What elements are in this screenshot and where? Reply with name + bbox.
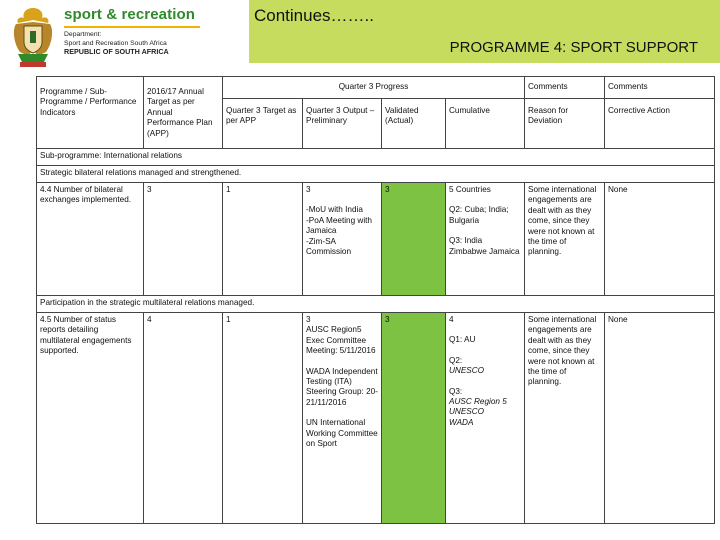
- table-row: [37, 183, 715, 296]
- performance-table: [36, 76, 715, 524]
- cumulative-q3: Q3: India Zimbabwe Jamaica: [449, 236, 520, 256]
- reason-cell: Some international engagements are dealt with as they come, since they were not known at the time of planning.: [525, 313, 605, 524]
- department-logo: [8, 4, 198, 70]
- indicator-cell: 4.4 Number of bilateral exchanges implemented.: [37, 183, 144, 296]
- cumulative-total: 4: [449, 315, 454, 324]
- q3-output-item: WADA Independent Testing (ITA) Steering Group: 20-21/11/2016: [306, 366, 378, 407]
- cumulative-q3-item: UNESCO: [449, 407, 485, 417]
- validated-cell: 3: [382, 313, 446, 524]
- q3-output-count: 3: [306, 315, 311, 324]
- header-row-1: [37, 77, 715, 99]
- cumulative-total: 5 Countries: [449, 185, 491, 194]
- cumulative-cell: [446, 313, 525, 524]
- cumulative-q1: Q1: AU: [449, 335, 476, 345]
- page-title: Continues……..: [249, 0, 720, 30]
- cumulative-q3-item: AUSC Region 5: [449, 397, 507, 407]
- q3-output-item: -MoU with India: [306, 205, 363, 215]
- brand-divider: [64, 26, 200, 28]
- subprogramme-row: [37, 149, 715, 166]
- cumulative-cell: [446, 183, 525, 296]
- col-header-reason: Reason for Deviation: [525, 99, 605, 149]
- programme-title: PROGRAMME 4: SPORT SUPPORT: [249, 30, 720, 63]
- q3-target-cell: 1: [223, 313, 303, 524]
- section-row-multilateral: [37, 296, 715, 313]
- col-header-programme: Programme / Sub-Programme / Performance Indicators: [37, 77, 144, 149]
- coat-of-arms-icon: [8, 4, 58, 70]
- q3-output-item: UN International Working Committee on Sport: [306, 418, 378, 449]
- col-header-corrective: Corrective Action: [605, 99, 715, 149]
- indicator-cell: 4.5 Number of status reports detailing multilateral engagements supported.: [37, 313, 144, 524]
- q3-output-item: -PoA Meeting with Jamaica: [306, 215, 372, 236]
- brand-name: sport & recreation: [64, 6, 195, 23]
- cumulative-q2-value: UNESCO: [449, 366, 485, 376]
- col-header-validated: Validated (Actual): [382, 99, 446, 149]
- cumulative-q2: Q2: Cuba; India; Bulgaria: [449, 205, 509, 225]
- section-label-multilateral: Participation in the strategic multilateral relations managed.: [37, 296, 715, 313]
- q3-output-count: 3: [306, 185, 311, 194]
- brand-department-label: Department:: [64, 31, 102, 38]
- annual-target-cell: 4: [144, 313, 223, 524]
- annual-target-cell: 3: [144, 183, 223, 296]
- q3-output-item: AUSC Region5 Exec Committee Meeting: 5/11/2016: [306, 325, 376, 356]
- q3-output-cell: [303, 183, 382, 296]
- col-header-q3-progress: Quarter 3 Progress: [223, 77, 525, 99]
- section-row-bilateral: [37, 166, 715, 183]
- corrective-cell: None: [605, 183, 715, 296]
- cumulative-q2-label: Q2:: [449, 355, 463, 365]
- col-header-q3-output: Quarter 3 Output – Preliminary: [303, 99, 382, 149]
- validated-cell: 3: [382, 183, 446, 296]
- subprogramme-label: Sub-programme: International relations: [37, 149, 715, 166]
- col-header-cumulative: Cumulative: [446, 99, 525, 149]
- q3-output-cell: [303, 313, 382, 524]
- cumulative-q3-item: WADA: [449, 417, 474, 427]
- col-header-comments-1: Comments: [525, 77, 605, 99]
- col-header-comments-2: Comments: [605, 77, 715, 99]
- section-label-bilateral: Strategic bilateral relations managed and strengthened.: [37, 166, 715, 183]
- corrective-cell: None: [605, 313, 715, 524]
- cumulative-q3-label: Q3:: [449, 386, 463, 396]
- brand-department-name: Sport and Recreation South Africa: [64, 39, 167, 47]
- brand-republic: REPUBLIC OF SOUTH AFRICA: [64, 47, 169, 57]
- q3-target-cell: 1: [223, 183, 303, 296]
- col-header-annual-target: 2016/17 Annual Target as per Annual Performance Plan (APP): [144, 77, 223, 149]
- col-header-q3-target: Quarter 3 Target as per APP: [223, 99, 303, 149]
- table-row: [37, 313, 715, 524]
- q3-output-item: -Zim-SA Commission: [306, 236, 352, 257]
- reason-cell: Some international engagements are dealt with as they come, since they were not known at the time of planning.: [525, 183, 605, 296]
- performance-table-container: [36, 76, 714, 524]
